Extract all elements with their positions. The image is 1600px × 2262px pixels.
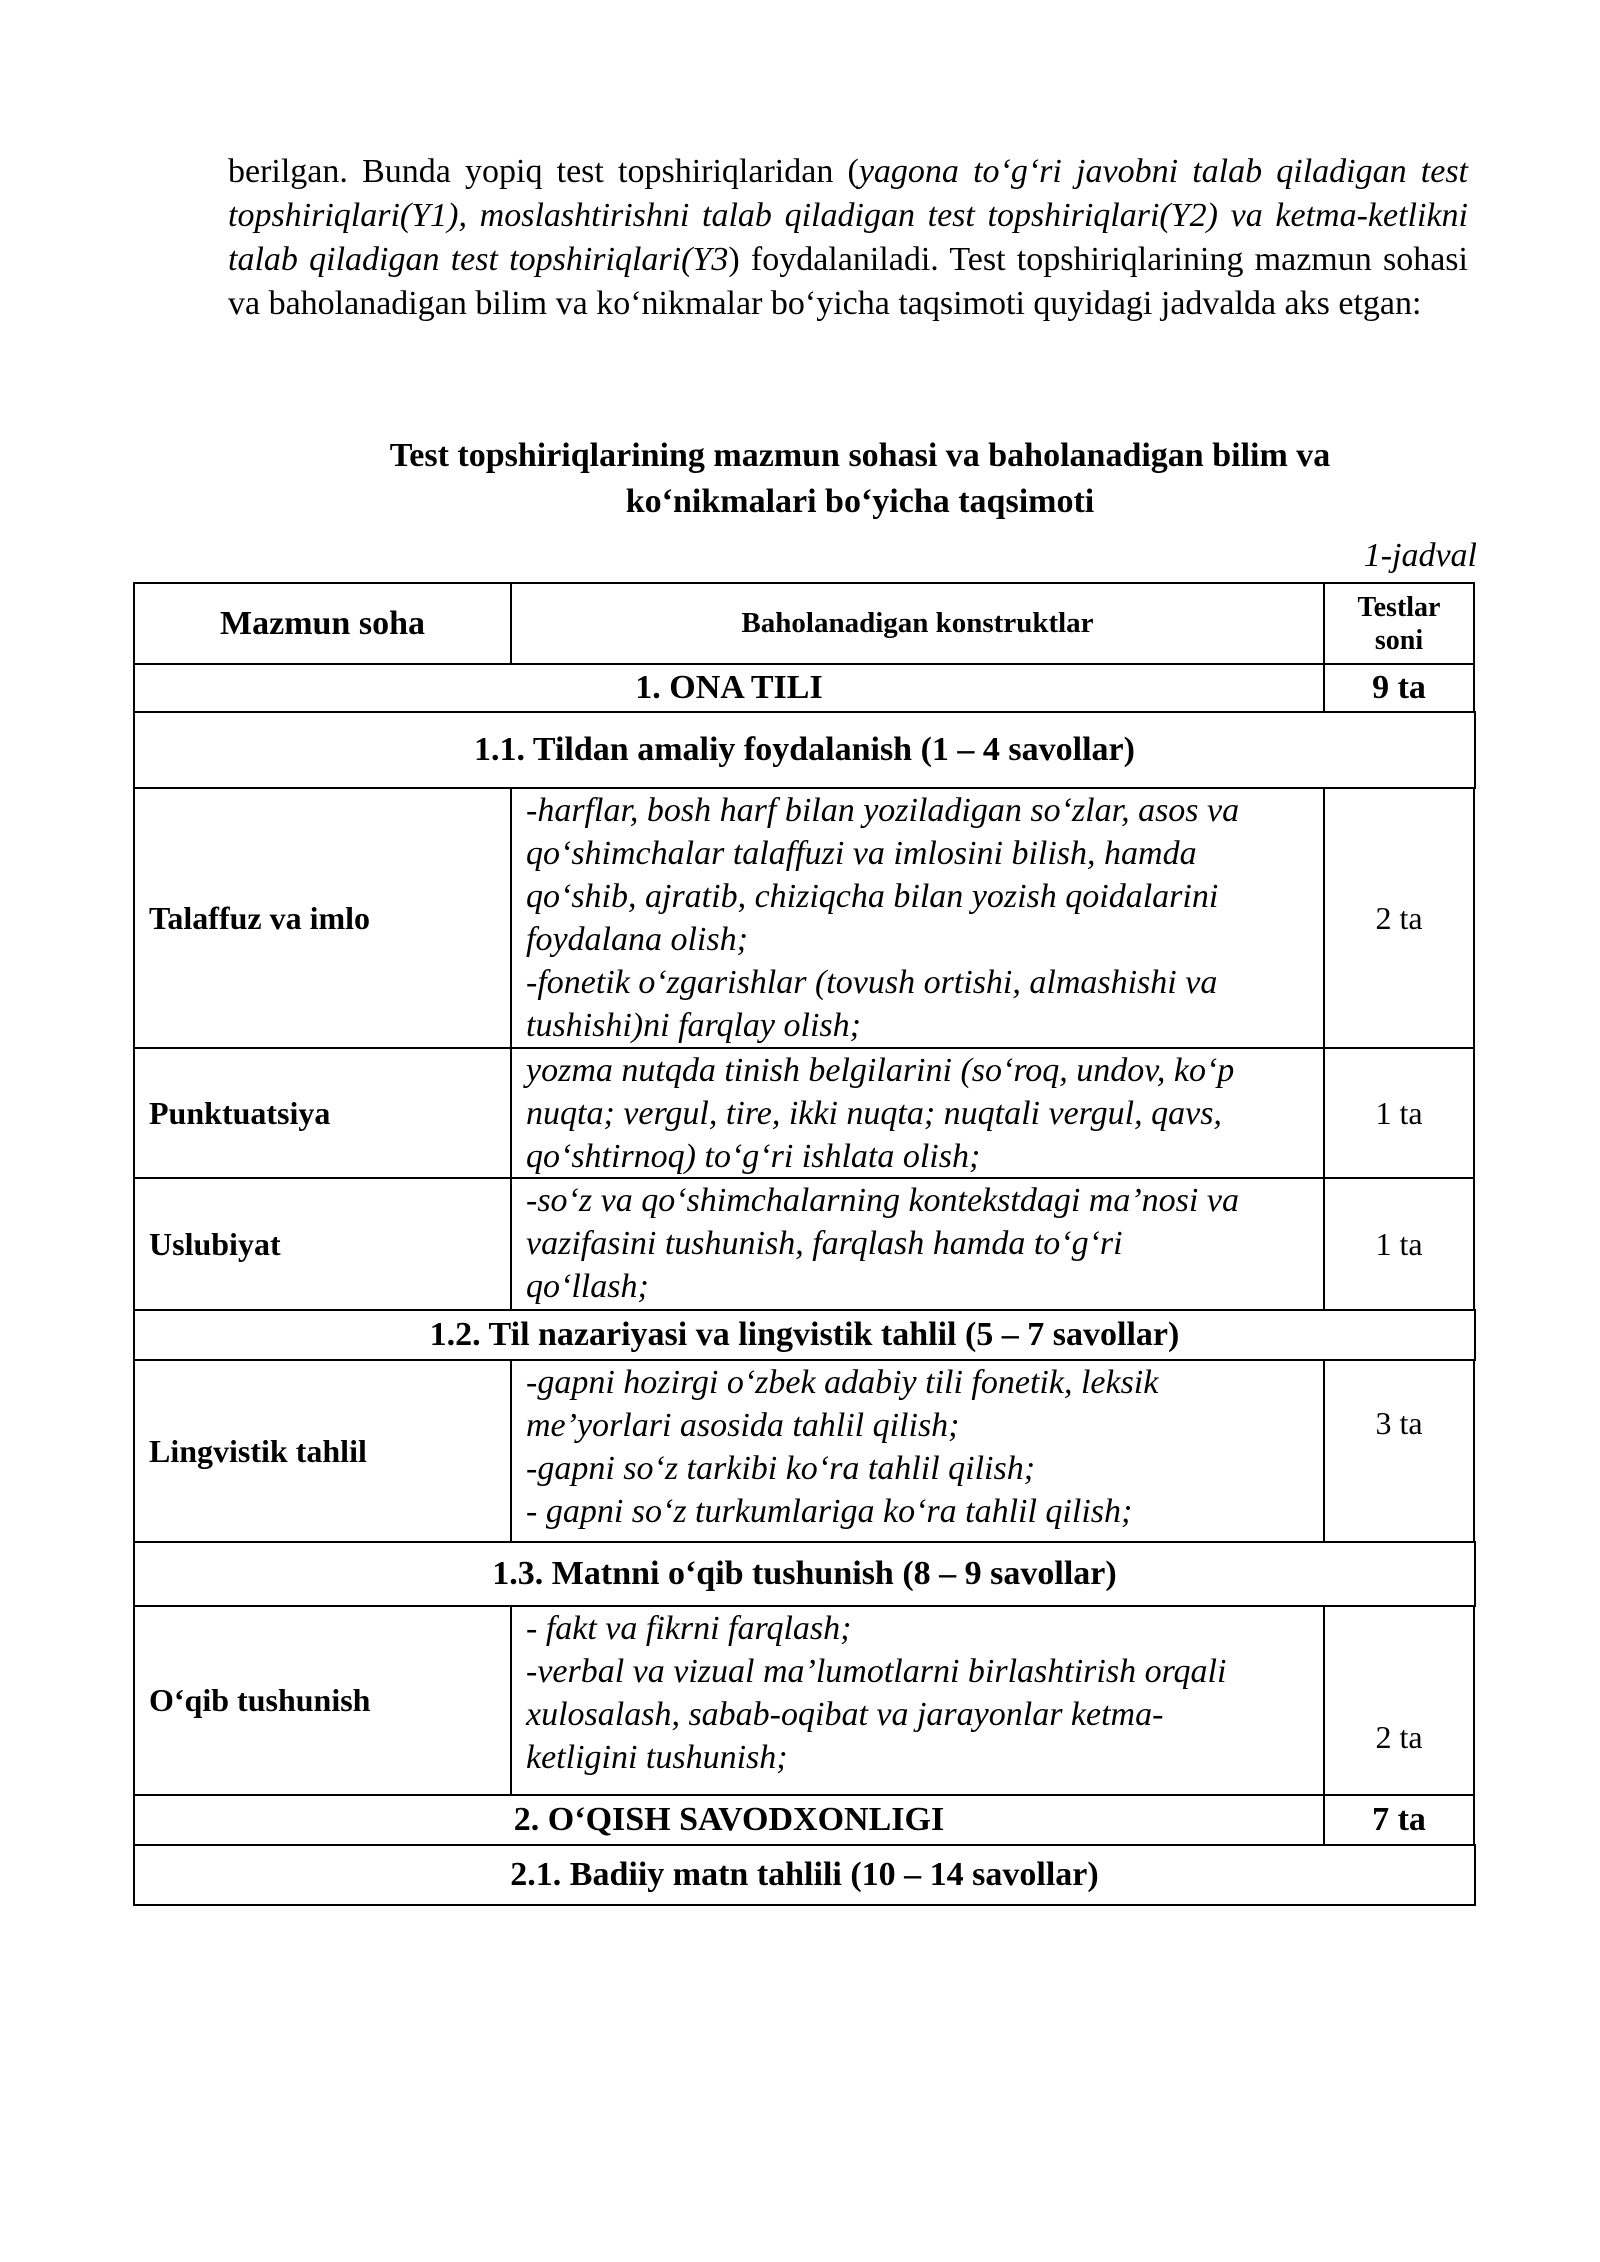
count-punktuatsiya xyxy=(1323,1047,1475,1179)
area-punktuatsiya-label: Punktuatsiya xyxy=(149,1094,331,1131)
construct-line: qo‘llash; xyxy=(526,1268,649,1305)
subsection-2-1-text: 2.1. Badiiy matn tahlili (10 – 14 savollar) xyxy=(510,1856,1099,1893)
section-1-count-text: 9 ta xyxy=(1372,669,1426,706)
header-count xyxy=(1323,582,1475,665)
header-area-label: Mazmun soha xyxy=(220,604,425,642)
construct-line: -gapni hozirgi o‘zbek adabiy tili fonetik, leksik xyxy=(526,1364,1159,1401)
construct-line: -gapni so‘z tarkibi ko‘ra tahlil qilish; xyxy=(526,1450,1036,1487)
count-uslubiyat-text: 1 ta xyxy=(1375,1225,1423,1262)
constructs-oqib-tushunish xyxy=(510,1605,1325,1796)
subsection-1-1-text: 1.1. Tildan amaliy foydalanish (1 – 4 savollar) xyxy=(474,731,1135,768)
construct-line: -harflar, bosh harf bilan yoziladigan so‘zlar, asos va xyxy=(526,792,1240,829)
table-title-line-1: Test topshiriqlarining mazmun sohasi va baholanadigan bilim va xyxy=(389,437,1331,474)
area-uslubiyat-label: Uslubiyat xyxy=(149,1225,281,1262)
construct-line: qo‘shib, ajratib, chiziqcha bilan yozish qoidalarini xyxy=(526,878,1219,915)
construct-line: me’yorlari asosida tahlil qilish; xyxy=(526,1407,960,1444)
count-talaffuz xyxy=(1323,787,1475,1049)
section-1-title-text: 1. ONA TILI xyxy=(635,669,823,706)
construct-line: qo‘shtirnoq) to‘g‘ri ishlata olish; xyxy=(526,1138,981,1175)
intro-paragraph xyxy=(228,150,1468,326)
table-label: 1-jadval xyxy=(1363,537,1477,574)
constructs-punktuatsiya xyxy=(510,1047,1325,1179)
header-count-line-2: soni xyxy=(1374,624,1424,656)
construct-line: yozma nutqda tinish belgilarini (so‘roq, undov, ko‘p xyxy=(526,1052,1235,1089)
area-punktuatsiya xyxy=(133,1047,512,1179)
construct-line: - gapni so‘z turkumlariga ko‘ra tahlil qilish; xyxy=(526,1493,1133,1530)
subsection-1-3 xyxy=(133,1541,1476,1607)
construct-line: ketligini tushunish; xyxy=(526,1739,788,1776)
subsection-1-2 xyxy=(133,1309,1476,1361)
intro-text-end: ) foydalaniladi. Test topshiriqlarining mazmun sohasi va baholanadigan bilim va ko‘nikmalar bo‘yicha taqsimoti quyidagi jadvalda aks etgan: xyxy=(228,241,1468,322)
subsection-1-3-text: 1.3. Matnni o‘qib tushunish (8 – 9 savollar) xyxy=(492,1555,1117,1592)
count-punktuatsiya-text: 1 ta xyxy=(1375,1094,1423,1131)
header-count-line-1: Testlar xyxy=(1357,591,1441,623)
section-1-title xyxy=(133,663,1325,713)
section-2-title xyxy=(133,1794,1325,1846)
section-2-count-text: 7 ta xyxy=(1372,1801,1426,1838)
construct-line: nuqta; vergul, tire, ikki nuqta; nuqtali vergul, qavs, xyxy=(526,1095,1222,1132)
subsection-2-1 xyxy=(133,1844,1476,1906)
count-oqib-tushunish xyxy=(1323,1605,1475,1796)
section-2-count xyxy=(1323,1794,1475,1846)
table-title-line-2: ko‘nikmalari bo‘yicha taqsimoti xyxy=(625,483,1095,520)
count-lingvistik-text: 3 ta xyxy=(1375,1405,1423,1441)
construct-line: vazifasini tushunish, farqlash hamda to‘g‘ri xyxy=(526,1225,1123,1262)
section-2-title-text: 2. O‘QISH SAVODXONLIGI xyxy=(513,1801,945,1838)
constructs-lingvistik xyxy=(510,1359,1325,1543)
construct-line: xulosalash, sabab-oqibat va jarayonlar ketma- xyxy=(526,1696,1164,1733)
construct-line: -fonetik o‘zgarishlar (tovush ortishi, almashishi va xyxy=(526,964,1218,1001)
area-uslubiyat xyxy=(133,1177,512,1311)
area-lingvistik xyxy=(133,1359,512,1543)
subsection-1-1 xyxy=(133,711,1476,789)
construct-line: -verbal va vizual ma’lumotlarni birlashtirish orqali xyxy=(526,1653,1227,1690)
construct-line: tushishi)ni farqlay olish; xyxy=(526,1007,861,1044)
area-lingvistik-label: Lingvistik tahlil xyxy=(149,1432,367,1469)
section-1-count xyxy=(1323,663,1475,713)
header-constructs-label: Baholanadigan konstruktlar xyxy=(741,607,1094,639)
construct-line: foydalana olish; xyxy=(526,921,748,958)
area-talaffuz-label: Talaffuz va imlo xyxy=(149,899,371,936)
count-oqib-tushunish-text: 2 ta xyxy=(1375,1719,1423,1755)
intro-text-start: berilgan. Bunda yopiq test topshiriqlaridan ( xyxy=(228,153,859,190)
count-uslubiyat xyxy=(1323,1177,1475,1311)
constructs-talaffuz xyxy=(510,787,1325,1049)
subsection-1-2-text: 1.2. Til nazariyasi va lingvistik tahlil (5 – 7 savollar) xyxy=(429,1316,1180,1353)
header-constructs xyxy=(510,582,1325,665)
table-title xyxy=(260,433,1460,525)
area-talaffuz xyxy=(133,787,512,1049)
construct-line: -so‘z va qo‘shimchalarning kontekstdagi ma’nosi va xyxy=(526,1182,1239,1219)
construct-line: qo‘shimchalar talaffuzi va imlosini bilish, hamda xyxy=(526,835,1197,872)
area-oqib-tushunish xyxy=(133,1605,512,1796)
area-oqib-tushunish-label: O‘qib tushunish xyxy=(149,1682,371,1718)
header-area xyxy=(133,582,512,665)
constructs-uslubiyat xyxy=(510,1177,1325,1311)
count-lingvistik xyxy=(1323,1359,1475,1543)
count-talaffuz-text: 2 ta xyxy=(1375,899,1423,936)
construct-line: - fakt va fikrni farqlash; xyxy=(526,1610,852,1647)
intro-text-italic: yagona to‘g‘ri javobni talab qiladigan test topshiriqlari(Y1), moslashtirishni talab qiladigan test topshiriqlari(Y2) va ketma-ketlikni talab qiladigan test topshiriqlari(Y3 xyxy=(228,153,1468,278)
